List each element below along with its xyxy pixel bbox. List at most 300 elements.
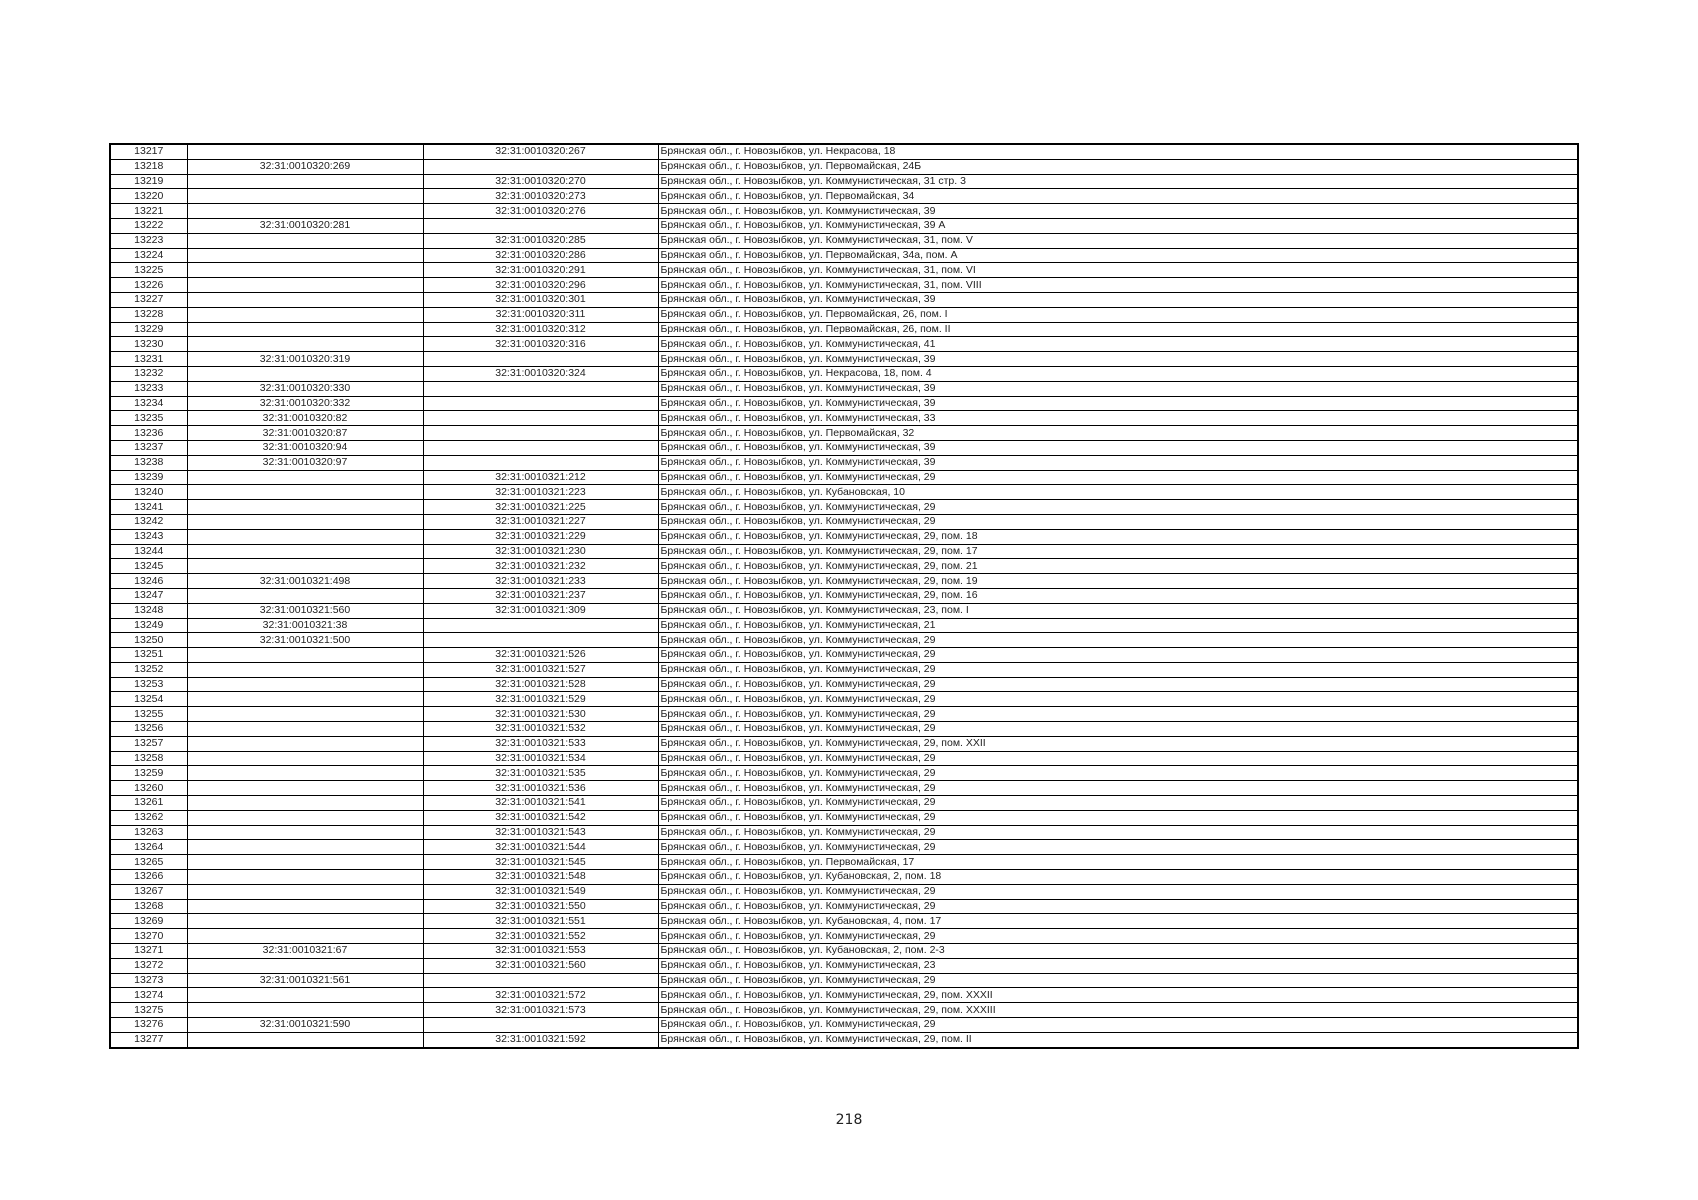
cadastral-object-cell [423, 633, 658, 648]
cadastral-number-cell [187, 840, 423, 855]
address-cell: Брянская обл., г. Новозыбков, ул. Коммунистическая, 29 [658, 500, 1578, 515]
cadastral-object-cell: 32:31:0010321:527 [423, 662, 658, 677]
table-row [110, 973, 1578, 988]
row-number-cell: 13245 [110, 559, 187, 574]
row-number-cell: 13251 [110, 648, 187, 663]
table-row [110, 825, 1578, 840]
table-row [110, 248, 1578, 263]
table-row [110, 722, 1578, 737]
address-cell: Брянская обл., г. Новозыбков, ул. Первомайская, 34 [658, 189, 1578, 204]
cadastral-object-cell: 32:31:0010321:534 [423, 751, 658, 766]
cadastral-number-cell [187, 958, 423, 973]
table-row [110, 514, 1578, 529]
cadastral-number-cell [187, 366, 423, 381]
row-number-cell: 13261 [110, 796, 187, 811]
cadastral-number-cell [187, 692, 423, 707]
address-cell: Брянская обл., г. Новозыбков, ул. Коммунистическая, 29 [658, 1018, 1578, 1033]
row-number-cell: 13231 [110, 352, 187, 367]
cadastral-number-cell [187, 751, 423, 766]
table-row [110, 337, 1578, 352]
table-row [110, 529, 1578, 544]
cadastral-table [109, 143, 1579, 1049]
address-cell: Брянская обл., г. Новозыбков, ул. Кубановская, 2, пом. 2-3 [658, 944, 1578, 959]
table-row [110, 396, 1578, 411]
cadastral-object-cell: 32:31:0010321:528 [423, 677, 658, 692]
table-row [110, 559, 1578, 574]
cadastral-number-cell [187, 855, 423, 870]
table-row [110, 292, 1578, 307]
row-number-cell: 13270 [110, 929, 187, 944]
row-number-cell: 13232 [110, 366, 187, 381]
cadastral-number-cell [187, 736, 423, 751]
cadastral-number-cell [187, 677, 423, 692]
cadastral-number-cell: 32:31:0010320:332 [187, 396, 423, 411]
cadastral-object-cell [423, 973, 658, 988]
cadastral-object-cell: 32:31:0010321:229 [423, 529, 658, 544]
table-row [110, 1032, 1578, 1047]
row-number-cell: 13238 [110, 455, 187, 470]
cadastral-number-cell [187, 233, 423, 248]
address-cell: Брянская обл., г. Новозыбков, ул. Кубановская, 10 [658, 485, 1578, 500]
row-number-cell: 13274 [110, 988, 187, 1003]
table-row [110, 751, 1578, 766]
cadastral-number-cell [187, 1003, 423, 1018]
address-cell: Брянская обл., г. Новозыбков, ул. Коммунистическая, 29 [658, 692, 1578, 707]
address-cell: Брянская обл., г. Новозыбков, ул. Кубановская, 2, пом. 18 [658, 870, 1578, 885]
cadastral-object-cell [423, 1018, 658, 1033]
cadastral-object-cell: 32:31:0010320:316 [423, 337, 658, 352]
row-number-cell: 13252 [110, 662, 187, 677]
row-number-cell: 13223 [110, 233, 187, 248]
cadastral-object-cell: 32:31:0010321:549 [423, 884, 658, 899]
address-cell: Брянская обл., г. Новозыбков, ул. Первомайская, 17 [658, 855, 1578, 870]
cadastral-number-cell [187, 870, 423, 885]
cadastral-object-cell: 32:31:0010320:285 [423, 233, 658, 248]
table-row [110, 307, 1578, 322]
row-number-cell: 13257 [110, 736, 187, 751]
cadastral-number-cell [187, 988, 423, 1003]
cadastral-object-cell: 32:31:0010321:560 [423, 958, 658, 973]
cadastral-object-cell: 32:31:0010321:551 [423, 914, 658, 929]
table-row [110, 736, 1578, 751]
row-number-cell: 13247 [110, 588, 187, 603]
cadastral-number-cell: 32:31:0010321:590 [187, 1018, 423, 1033]
table-row [110, 544, 1578, 559]
cadastral-number-cell [187, 796, 423, 811]
cadastral-object-cell: 32:31:0010320:273 [423, 189, 658, 204]
cadastral-object-cell: 32:31:0010321:232 [423, 559, 658, 574]
cadastral-object-cell [423, 352, 658, 367]
table-row [110, 174, 1578, 189]
cadastral-number-cell [187, 810, 423, 825]
table-row [110, 662, 1578, 677]
table-row [110, 958, 1578, 973]
cadastral-number-cell: 32:31:0010320:97 [187, 455, 423, 470]
table-row [110, 455, 1578, 470]
row-number-cell: 13234 [110, 396, 187, 411]
cadastral-object-cell: 32:31:0010321:544 [423, 840, 658, 855]
row-number-cell: 13250 [110, 633, 187, 648]
cadastral-object-cell: 32:31:0010320:276 [423, 204, 658, 219]
cadastral-number-cell [187, 337, 423, 352]
cadastral-number-cell [187, 588, 423, 603]
table-row [110, 781, 1578, 796]
address-cell: Брянская обл., г. Новозыбков, ул. Коммунистическая, 29 [658, 899, 1578, 914]
row-number-cell: 13219 [110, 174, 187, 189]
row-number-cell: 13236 [110, 426, 187, 441]
row-number-cell: 13277 [110, 1032, 187, 1047]
cadastral-number-cell [187, 559, 423, 574]
cadastral-object-cell [423, 440, 658, 455]
address-cell: Брянская обл., г. Новозыбков, ул. Коммунистическая, 33 [658, 411, 1578, 426]
table-row [110, 278, 1578, 293]
address-cell: Брянская обл., г. Новозыбков, ул. Коммунистическая, 31, пом. VI [658, 263, 1578, 278]
cadastral-number-cell: 32:31:0010321:38 [187, 618, 423, 633]
cadastral-object-cell: 32:31:0010321:553 [423, 944, 658, 959]
table-row [110, 603, 1578, 618]
row-number-cell: 13237 [110, 440, 187, 455]
cadastral-object-cell: 32:31:0010321:223 [423, 485, 658, 500]
cadastral-object-cell: 32:31:0010321:533 [423, 736, 658, 751]
address-cell: Брянская обл., г. Новозыбков, ул. Коммунистическая, 29 [658, 662, 1578, 677]
table-row [110, 159, 1578, 174]
address-cell: Брянская обл., г. Новозыбков, ул. Коммунистическая, 29, пом. XXII [658, 736, 1578, 751]
address-cell: Брянская обл., г. Новозыбков, ул. Первомайская, 32 [658, 426, 1578, 441]
cadastral-number-cell [187, 278, 423, 293]
address-cell: Брянская обл., г. Новозыбков, ул. Коммунистическая, 29 [658, 884, 1578, 899]
row-number-cell: 13275 [110, 1003, 187, 1018]
address-cell: Брянская обл., г. Новозыбков, ул. Коммунистическая, 29 [658, 781, 1578, 796]
table-row [110, 840, 1578, 855]
address-cell: Брянская обл., г. Новозыбков, ул. Коммунистическая, 29, пом. XXXIII [658, 1003, 1578, 1018]
address-cell: Брянская обл., г. Новозыбков, ул. Коммунистическая, 29 [658, 766, 1578, 781]
table-row [110, 929, 1578, 944]
cadastral-object-cell: 32:31:0010320:311 [423, 307, 658, 322]
cadastral-object-cell [423, 426, 658, 441]
address-cell: Брянская обл., г. Новозыбков, ул. Коммунистическая, 23 [658, 958, 1578, 973]
cadastral-object-cell: 32:31:0010320:286 [423, 248, 658, 263]
row-number-cell: 13273 [110, 973, 187, 988]
cadastral-number-cell: 32:31:0010320:269 [187, 159, 423, 174]
cadastral-number-cell [187, 781, 423, 796]
address-cell: Брянская обл., г. Новозыбков, ул. Коммунистическая, 31 стр. 3 [658, 174, 1578, 189]
cadastral-number-cell: 32:31:0010320:319 [187, 352, 423, 367]
address-cell: Брянская обл., г. Новозыбков, ул. Коммунистическая, 29 [658, 810, 1578, 825]
row-number-cell: 13222 [110, 218, 187, 233]
address-cell: Брянская обл., г. Новозыбков, ул. Первомайская, 24Б [658, 159, 1578, 174]
address-cell: Брянская обл., г. Новозыбков, ул. Коммунистическая, 29, пом. 18 [658, 529, 1578, 544]
address-cell: Брянская обл., г. Новозыбков, ул. Коммунистическая, 39 [658, 455, 1578, 470]
page-number: 218 [835, 1112, 863, 1128]
row-number-cell: 13262 [110, 810, 187, 825]
cadastral-number-cell [187, 470, 423, 485]
cadastral-object-cell: 32:31:0010321:572 [423, 988, 658, 1003]
cadastral-number-cell [187, 292, 423, 307]
address-cell: Брянская обл., г. Новозыбков, ул. Коммунистическая, 39 [658, 396, 1578, 411]
row-number-cell: 13248 [110, 603, 187, 618]
address-cell: Брянская обл., г. Новозыбков, ул. Коммунистическая, 31, пом. V [658, 233, 1578, 248]
table-row [110, 914, 1578, 929]
cadastral-object-cell [423, 159, 658, 174]
cadastral-number-cell [187, 825, 423, 840]
row-number-cell: 13242 [110, 514, 187, 529]
address-cell: Брянская обл., г. Новозыбков, ул. Коммунистическая, 29, пом. XXXII [658, 988, 1578, 1003]
table-row [110, 618, 1578, 633]
table-row [110, 1003, 1578, 1018]
cadastral-number-cell [187, 485, 423, 500]
table-row [110, 263, 1578, 278]
cadastral-number-cell [187, 529, 423, 544]
row-number-cell: 13260 [110, 781, 187, 796]
cadastral-object-cell [423, 218, 658, 233]
row-number-cell: 13254 [110, 692, 187, 707]
cadastral-object-cell: 32:31:0010321:542 [423, 810, 658, 825]
cadastral-object-cell [423, 411, 658, 426]
row-number-cell: 13235 [110, 411, 187, 426]
cadastral-number-cell [187, 322, 423, 337]
table-row [110, 500, 1578, 515]
cadastral-object-cell: 32:31:0010320:267 [423, 144, 658, 159]
table-body [110, 144, 1578, 1048]
cadastral-number-cell: 32:31:0010320:330 [187, 381, 423, 396]
address-cell: Брянская обл., г. Новозыбков, ул. Коммунистическая, 39 [658, 352, 1578, 367]
row-number-cell: 13266 [110, 870, 187, 885]
table-row [110, 707, 1578, 722]
row-number-cell: 13221 [110, 204, 187, 219]
row-number-cell: 13226 [110, 278, 187, 293]
address-cell: Брянская обл., г. Новозыбков, ул. Коммунистическая, 29, пом. 21 [658, 559, 1578, 574]
address-cell: Брянская обл., г. Новозыбков, ул. Коммунистическая, 29 [658, 677, 1578, 692]
cadastral-object-cell: 32:31:0010321:548 [423, 870, 658, 885]
table-row [110, 855, 1578, 870]
cadastral-object-cell: 32:31:0010321:225 [423, 500, 658, 515]
row-number-cell: 13228 [110, 307, 187, 322]
row-number-cell: 13217 [110, 144, 187, 159]
table-row [110, 870, 1578, 885]
address-cell: Брянская обл., г. Новозыбков, ул. Коммунистическая, 29 [658, 751, 1578, 766]
cadastral-object-cell: 32:31:0010321:550 [423, 899, 658, 914]
cadastral-number-cell [187, 722, 423, 737]
cadastral-object-cell: 32:31:0010321:541 [423, 796, 658, 811]
address-cell: Брянская обл., г. Новозыбков, ул. Коммунистическая, 21 [658, 618, 1578, 633]
cadastral-object-cell: 32:31:0010321:536 [423, 781, 658, 796]
address-cell: Брянская обл., г. Новозыбков, ул. Некрасова, 18 [658, 144, 1578, 159]
row-number-cell: 13272 [110, 958, 187, 973]
cadastral-object-cell: 32:31:0010321:573 [423, 1003, 658, 1018]
address-cell: Брянская обл., г. Новозыбков, ул. Коммунистическая, 29, пом. 17 [658, 544, 1578, 559]
row-number-cell: 13265 [110, 855, 187, 870]
address-cell: Брянская обл., г. Новозыбков, ул. Коммунистическая, 39 [658, 381, 1578, 396]
address-cell: Брянская обл., г. Новозыбков, ул. Коммунистическая, 29 [658, 722, 1578, 737]
cadastral-object-cell: 32:31:0010321:227 [423, 514, 658, 529]
table-row [110, 574, 1578, 589]
row-number-cell: 13263 [110, 825, 187, 840]
row-number-cell: 13224 [110, 248, 187, 263]
cadastral-object-cell: 32:31:0010321:545 [423, 855, 658, 870]
table-row [110, 381, 1578, 396]
address-cell: Брянская обл., г. Новозыбков, ул. Коммунистическая, 29, пом. 19 [658, 574, 1578, 589]
cadastral-number-cell: 32:31:0010321:67 [187, 944, 423, 959]
row-number-cell: 13239 [110, 470, 187, 485]
cadastral-number-cell [187, 307, 423, 322]
cadastral-object-cell: 32:31:0010320:324 [423, 366, 658, 381]
table-row [110, 677, 1578, 692]
table-row [110, 189, 1578, 204]
row-number-cell: 13276 [110, 1018, 187, 1033]
row-number-cell: 13243 [110, 529, 187, 544]
cadastral-object-cell: 32:31:0010320:301 [423, 292, 658, 307]
cadastral-object-cell: 32:31:0010321:237 [423, 588, 658, 603]
cadastral-object-cell: 32:31:0010321:233 [423, 574, 658, 589]
address-cell: Брянская обл., г. Новозыбков, ул. Первомайская, 26, пом. I [658, 307, 1578, 322]
table-row [110, 440, 1578, 455]
cadastral-number-cell [187, 929, 423, 944]
cadastral-object-cell: 32:31:0010320:291 [423, 263, 658, 278]
cadastral-object-cell: 32:31:0010321:592 [423, 1032, 658, 1047]
cadastral-object-cell [423, 396, 658, 411]
address-cell: Брянская обл., г. Новозыбков, ул. Первомайская, 26, пом. II [658, 322, 1578, 337]
cadastral-number-cell [187, 766, 423, 781]
table-row [110, 218, 1578, 233]
cadastral-number-cell: 32:31:0010320:87 [187, 426, 423, 441]
table-row [110, 810, 1578, 825]
address-cell: Брянская обл., г. Новозыбков, ул. Коммунистическая, 29 [658, 825, 1578, 840]
cadastral-object-cell: 32:31:0010321:212 [423, 470, 658, 485]
row-number-cell: 13227 [110, 292, 187, 307]
cadastral-number-cell: 32:31:0010320:82 [187, 411, 423, 426]
address-cell: Брянская обл., г. Новозыбков, ул. Коммунистическая, 39 А [658, 218, 1578, 233]
row-number-cell: 13258 [110, 751, 187, 766]
table-row [110, 633, 1578, 648]
row-number-cell: 13218 [110, 159, 187, 174]
cadastral-number-cell [187, 189, 423, 204]
table-row [110, 944, 1578, 959]
cadastral-number-cell [187, 500, 423, 515]
address-cell: Брянская обл., г. Новозыбков, ул. Коммунистическая, 29 [658, 707, 1578, 722]
address-cell: Брянская обл., г. Новозыбков, ул. Коммунистическая, 41 [658, 337, 1578, 352]
table-row [110, 988, 1578, 1003]
row-number-cell: 13253 [110, 677, 187, 692]
address-cell: Брянская обл., г. Новозыбков, ул. Коммунистическая, 31, пом. VIII [658, 278, 1578, 293]
row-number-cell: 13225 [110, 263, 187, 278]
cadastral-number-cell [187, 662, 423, 677]
table-row [110, 692, 1578, 707]
address-cell: Брянская обл., г. Новозыбков, ул. Коммунистическая, 29 [658, 648, 1578, 663]
cadastral-object-cell: 32:31:0010321:309 [423, 603, 658, 618]
table-row [110, 1018, 1578, 1033]
cadastral-object-cell: 32:31:0010321:529 [423, 692, 658, 707]
cadastral-object-cell: 32:31:0010321:526 [423, 648, 658, 663]
row-number-cell: 13240 [110, 485, 187, 500]
address-cell: Брянская обл., г. Новозыбков, ул. Коммунистическая, 29 [658, 796, 1578, 811]
row-number-cell: 13255 [110, 707, 187, 722]
row-number-cell: 13264 [110, 840, 187, 855]
address-cell: Брянская обл., г. Новозыбков, ул. Коммунистическая, 29 [658, 514, 1578, 529]
address-cell: Брянская обл., г. Новозыбков, ул. Первомайская, 34а, пом. А [658, 248, 1578, 263]
cadastral-number-cell [187, 914, 423, 929]
address-cell: Брянская обл., г. Новозыбков, ул. Коммунистическая, 29 [658, 929, 1578, 944]
address-cell: Брянская обл., г. Новозыбков, ул. Коммунистическая, 39 [658, 440, 1578, 455]
row-number-cell: 13269 [110, 914, 187, 929]
table-row [110, 796, 1578, 811]
table-row [110, 884, 1578, 899]
cadastral-object-cell: 32:31:0010321:543 [423, 825, 658, 840]
address-cell: Брянская обл., г. Новозыбков, ул. Коммунистическая, 29 [658, 633, 1578, 648]
cadastral-number-cell [187, 1032, 423, 1047]
table-row [110, 766, 1578, 781]
address-cell: Брянская обл., г. Новозыбков, ул. Некрасова, 18, пом. 4 [658, 366, 1578, 381]
row-number-cell: 13271 [110, 944, 187, 959]
row-number-cell: 13220 [110, 189, 187, 204]
cadastral-object-cell [423, 618, 658, 633]
table-row [110, 648, 1578, 663]
row-number-cell: 13244 [110, 544, 187, 559]
table-row [110, 588, 1578, 603]
table-row [110, 322, 1578, 337]
cadastral-object-cell: 32:31:0010320:296 [423, 278, 658, 293]
cadastral-number-cell: 32:31:0010320:94 [187, 440, 423, 455]
cadastral-number-cell [187, 144, 423, 159]
table-row [110, 411, 1578, 426]
address-cell: Брянская обл., г. Новозыбков, ул. Кубановская, 4, пом. 17 [658, 914, 1578, 929]
cadastral-number-cell: 32:31:0010321:560 [187, 603, 423, 618]
row-number-cell: 13256 [110, 722, 187, 737]
cadastral-number-cell: 32:31:0010321:500 [187, 633, 423, 648]
table-row [110, 470, 1578, 485]
cadastral-number-cell [187, 174, 423, 189]
table-row [110, 485, 1578, 500]
cadastral-number-cell [187, 263, 423, 278]
cadastral-object-cell: 32:31:0010321:535 [423, 766, 658, 781]
table-row [110, 426, 1578, 441]
table-row [110, 366, 1578, 381]
cadastral-object-cell: 32:31:0010320:270 [423, 174, 658, 189]
cadastral-number-cell [187, 899, 423, 914]
address-cell: Брянская обл., г. Новозыбков, ул. Коммунистическая, 29 [658, 973, 1578, 988]
address-cell: Брянская обл., г. Новозыбков, ул. Коммунистическая, 29 [658, 840, 1578, 855]
table-row [110, 352, 1578, 367]
cadastral-object-cell: 32:31:0010321:230 [423, 544, 658, 559]
address-cell: Брянская обл., г. Новозыбков, ул. Коммунистическая, 29, пом. 16 [658, 588, 1578, 603]
address-cell: Брянская обл., г. Новозыбков, ул. Коммунистическая, 29, пом. II [658, 1032, 1578, 1047]
cadastral-number-cell [187, 884, 423, 899]
cadastral-number-cell [187, 514, 423, 529]
cadastral-number-cell [187, 204, 423, 219]
cadastral-object-cell: 32:31:0010321:532 [423, 722, 658, 737]
row-number-cell: 13241 [110, 500, 187, 515]
cadastral-object-cell: 32:31:0010320:312 [423, 322, 658, 337]
row-number-cell: 13267 [110, 884, 187, 899]
row-number-cell: 13249 [110, 618, 187, 633]
address-cell: Брянская обл., г. Новозыбков, ул. Коммунистическая, 39 [658, 292, 1578, 307]
cadastral-object-cell [423, 455, 658, 470]
cadastral-number-cell: 32:31:0010320:281 [187, 218, 423, 233]
cadastral-number-cell [187, 248, 423, 263]
cadastral-number-cell [187, 544, 423, 559]
cadastral-object-cell: 32:31:0010321:552 [423, 929, 658, 944]
cadastral-number-cell: 32:31:0010321:561 [187, 973, 423, 988]
table-row [110, 233, 1578, 248]
address-cell: Брянская обл., г. Новозыбков, ул. Коммунистическая, 39 [658, 204, 1578, 219]
table-row [110, 899, 1578, 914]
row-number-cell: 13230 [110, 337, 187, 352]
cadastral-number-cell [187, 707, 423, 722]
cadastral-number-cell [187, 648, 423, 663]
cadastral-object-cell: 32:31:0010321:530 [423, 707, 658, 722]
address-cell: Брянская обл., г. Новозыбков, ул. Коммунистическая, 29 [658, 470, 1578, 485]
row-number-cell: 13233 [110, 381, 187, 396]
cadastral-number-cell: 32:31:0010321:498 [187, 574, 423, 589]
